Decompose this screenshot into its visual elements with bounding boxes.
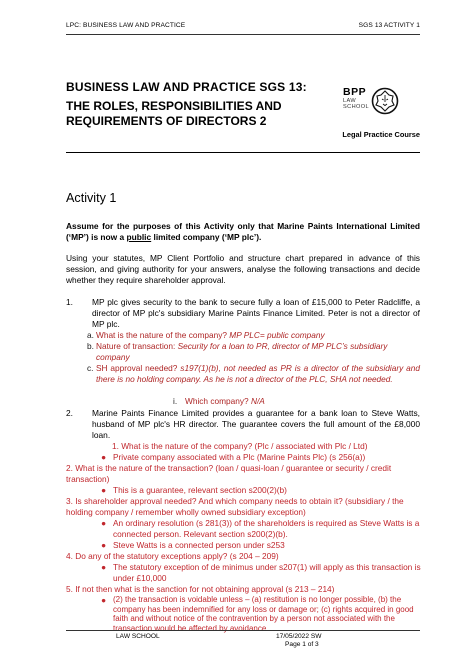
note-question-2: 2. What is the nature of the transaction? (loan / quasi-loan / guarantee or security / credit transaction) bbox=[66, 463, 392, 484]
answer-1c-i-text bbox=[185, 396, 265, 407]
answer-1a-answer: MP PLC= public company bbox=[229, 330, 325, 340]
answer-1a-question: What is the nature of the company? bbox=[96, 330, 230, 340]
answer-1c-letter: c. bbox=[87, 363, 94, 373]
answer-1c-text bbox=[96, 363, 420, 385]
assume-paragraph bbox=[66, 221, 420, 243]
note-answer-2-text: This is a guarantee, relevant section s200(2)(b) bbox=[113, 485, 287, 495]
answer-1c-answer: s197(1)(b), not needed as PR is a director of the subsidiary and there is no holding company. As he is not a director of the PLC, SHA not needed. bbox=[96, 363, 420, 384]
answer-1b-question: Nature of transaction: bbox=[96, 341, 178, 351]
header-rule bbox=[66, 34, 420, 35]
note-answer-1-text: Private company associated with a Plc (Marine Paints Plc) (s 256(a)) bbox=[113, 452, 366, 462]
bullet-icon: ● bbox=[101, 518, 107, 528]
answer-1a-letter: a. bbox=[87, 330, 94, 340]
assume-underlined: public bbox=[126, 232, 152, 243]
footer-date: 17/05/2022 SW bbox=[276, 633, 322, 640]
title-line-1: BUSINESS LAW AND PRACTICE SGS 13: bbox=[66, 80, 307, 94]
note-answer-3b-text: Steve Watts is a connected person under s253 bbox=[113, 540, 285, 550]
bullet-icon: ● bbox=[101, 595, 107, 605]
answer-1b-letter: b. bbox=[87, 341, 94, 351]
footer-page: Page 1 of 3 bbox=[285, 641, 319, 648]
note-answer-4-text: The statutory exception of de minimus under s207(1) will apply as this transaction is under £10,000 bbox=[113, 562, 421, 583]
footer-left: LAW SCHOOL bbox=[116, 633, 160, 640]
note-answer-3a-text: An ordinary resolution (s 281(3)) of the shareholders is required as Steve Watts is a connected person. Relevant section s200(2)(b). bbox=[113, 518, 420, 539]
answer-1c-i-letter: i. bbox=[173, 396, 178, 406]
answer-1c-i-answer: N/A bbox=[250, 396, 265, 406]
question-1-number: 1. bbox=[66, 297, 73, 307]
assume-text-2: limited company (‘MP plc’). bbox=[151, 232, 262, 243]
bullet-icon: ● bbox=[101, 562, 107, 572]
logo-bpp-text: BPP bbox=[343, 86, 367, 98]
bullet-icon: ● bbox=[101, 540, 107, 550]
bullet-icon: ● bbox=[101, 452, 107, 462]
header-left: LPC: BUSINESS LAW AND PRACTICE bbox=[66, 22, 186, 29]
instructions-paragraph: Using your statutes, MP Client Portfolio and structure chart prepared in advance of this session, and giving authority for your answers, analyse the following transactions and decide whether they require shareholder approval. bbox=[66, 253, 420, 286]
note-question-5: 5. If not then what is the sanction for not obtaining approval (s 213 – 214) bbox=[66, 584, 335, 594]
footer-rule bbox=[66, 630, 420, 631]
logo-law-school-text bbox=[343, 98, 369, 111]
logo-law: LAW bbox=[343, 98, 357, 104]
answer-1c-i-question: Which company? bbox=[185, 396, 251, 406]
note-question-1: 1. What is the nature of the company? (Plc / associated with Plc / Ltd) bbox=[112, 441, 368, 451]
bullet-icon: ● bbox=[101, 485, 107, 495]
header-right: SGS 13 ACTIVITY 1 bbox=[358, 22, 420, 29]
course-name: Legal Practice Course bbox=[342, 130, 420, 139]
title-rule bbox=[66, 152, 420, 153]
answer-1b-text bbox=[96, 341, 420, 363]
activity-heading: Activity 1 bbox=[66, 191, 117, 205]
logo-school: SCHOOL bbox=[343, 104, 370, 111]
bpp-logo bbox=[343, 86, 413, 122]
assume-text-1: Assume for the purposes of this Activity only that Marine Paints International Limited (‘MP’) is now a bbox=[66, 221, 420, 243]
note-question-3: 3. Is shareholder approval needed? And which company needs to obtain it? (subsidiary / the holding company / remember wholly owned subsidiary exception) bbox=[66, 496, 404, 517]
answer-1b-answer: Security for a loan to PR, director of MP PLC’s subsidiary company bbox=[96, 341, 388, 362]
answer-1a-text bbox=[96, 330, 325, 341]
note-answer-5-text: (2) the transaction is voidable unless – (a) restitution is no longer possible, (b) the company has been indemnified for any loss or damage or; (c) rights acquired in good faith and without notice of the contravention by a person not associated with the transaction would be affected by avoidance bbox=[113, 595, 414, 633]
title-line-2: THE ROLES, RESPONSIBILITIES AND REQUIREMENTS OF DIRECTORS 2 bbox=[66, 99, 282, 128]
note-question-4: 4. Do any of the statutory exceptions apply? (s 204 – 209) bbox=[66, 551, 279, 561]
lion-head-icon bbox=[371, 87, 399, 115]
question-2-text: Marine Paints Finance Limited provides a guarantee for a bank loan to Steve Watts, husband of MP plc's HR director. The guarantee covers the full amount of the £8,000 loan. bbox=[92, 408, 420, 441]
answer-1c-question: SH approval needed? bbox=[96, 363, 181, 373]
question-1-text: MP plc gives security to the bank to secure fully a loan of £15,000 to Peter Radcliffe, a director of MP plc's subsidiary Marine Paints Finance Limited. Peter is not a director of MP plc. bbox=[92, 297, 420, 330]
question-2-number: 2. bbox=[66, 408, 73, 418]
